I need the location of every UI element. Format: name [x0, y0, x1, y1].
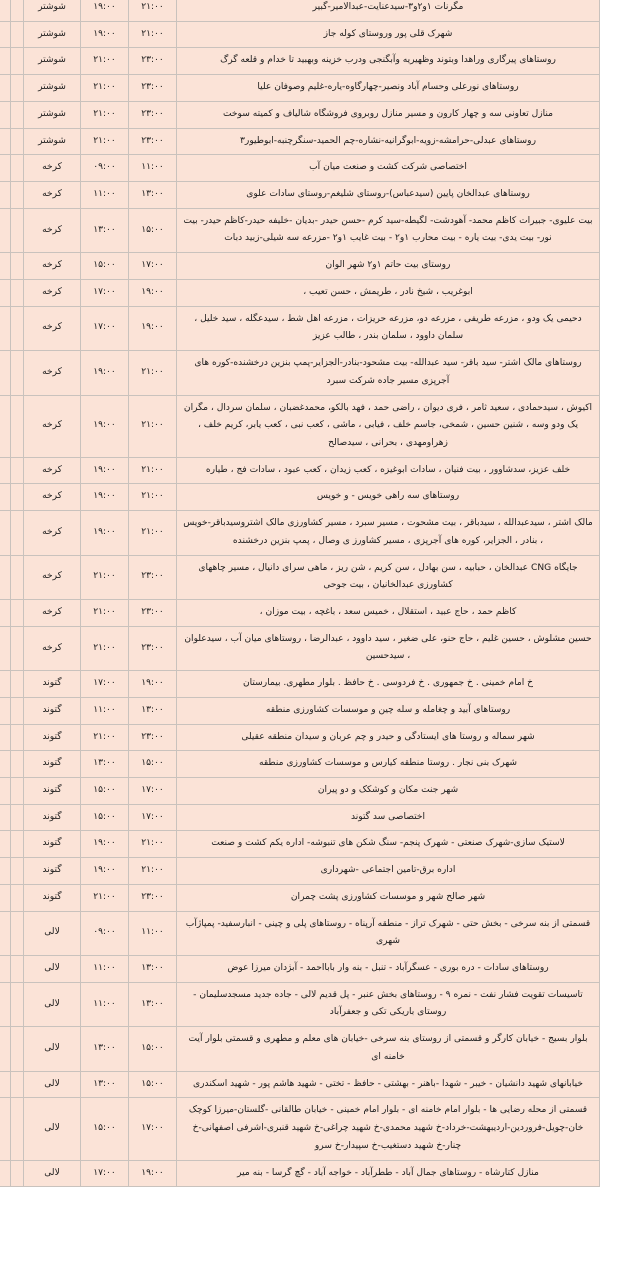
cell-start-time: ۲۱:۰۰: [81, 101, 129, 128]
table-row: [0, 1098, 600, 1160]
cell-outer-margin: [0, 75, 11, 102]
table-row: [0, 279, 600, 306]
cell-end-time: ۱۵:۰۰: [129, 208, 177, 252]
table-row: [0, 626, 600, 670]
cell-spacer: [11, 858, 24, 885]
cell-city: کرخه: [24, 182, 81, 209]
table-row: [0, 484, 600, 511]
cell-spacer: [11, 484, 24, 511]
cell-city: شوشتر: [24, 75, 81, 102]
cell-city: گتوند: [24, 671, 81, 698]
cell-end-time: ۲۳:۰۰: [129, 599, 177, 626]
cell-start-time: ۲۱:۰۰: [81, 48, 129, 75]
cell-end-time: ۱۹:۰۰: [129, 306, 177, 350]
cell-start-time: ۲۱:۰۰: [81, 626, 129, 670]
cell-end-time: ۱۵:۰۰: [129, 1071, 177, 1098]
cell-start-time: ۱۱:۰۰: [81, 956, 129, 983]
cell-end-time: ۱۵:۰۰: [129, 751, 177, 778]
cell-spacer: [11, 75, 24, 102]
table-row: [0, 858, 600, 885]
cell-end-time: ۲۱:۰۰: [129, 858, 177, 885]
cell-description: بیت علیوی- جبیرات کاظم محمد- آهودشت- لگیطه-سید کرم -حسن حیدر -بدیان -خلیفه حیدر-کاظم حیدر- بیت نور- بیت یدی- بیت یاره - بیت محارب ۱و۲ - بیت غایب ۱و۲ -مزرعه سه شیلی-زبید دبات: [177, 208, 600, 252]
cell-outer-margin: [0, 101, 11, 128]
cell-outer-margin: [0, 751, 11, 778]
cell-end-time: ۲۱:۰۰: [129, 831, 177, 858]
cell-city: شوشتر: [24, 0, 81, 21]
cell-outer-margin: [0, 1071, 11, 1098]
table-row: [0, 1071, 600, 1098]
table-row: [0, 208, 600, 252]
cell-start-time: ۱۵:۰۰: [81, 1098, 129, 1160]
cell-outer-margin: [0, 778, 11, 805]
cell-end-time: ۱۳:۰۰: [129, 697, 177, 724]
table-row: [0, 128, 600, 155]
cell-spacer: [11, 982, 24, 1026]
cell-city: کرخه: [24, 351, 81, 395]
cell-spacer: [11, 208, 24, 252]
cell-start-time: ۱۷:۰۰: [81, 306, 129, 350]
cell-city: لالی: [24, 1071, 81, 1098]
cell-city: گتوند: [24, 751, 81, 778]
cell-start-time: ۱۳:۰۰: [81, 208, 129, 252]
cell-outer-margin: [0, 0, 11, 21]
cell-spacer: [11, 253, 24, 280]
cell-spacer: [11, 101, 24, 128]
cell-city: کرخه: [24, 208, 81, 252]
cell-description: لاستیک سازی-شهرک صنعتی - شهرک پنجم- سنگ شکن های تنبوشه- اداره یکم کشت و صنعت: [177, 831, 600, 858]
cell-description: روستاهای سادات - دره بوری - عسگرآباد - تنبل - بنه وار بابااحمد - آبژدان میرزا عوض: [177, 956, 600, 983]
cell-outer-margin: [0, 599, 11, 626]
cell-start-time: ۱۹:۰۰: [81, 0, 129, 21]
cell-city: کرخه: [24, 599, 81, 626]
cell-spacer: [11, 0, 24, 21]
cell-outer-margin: [0, 511, 11, 555]
table-row: [0, 555, 600, 599]
cell-city: کرخه: [24, 484, 81, 511]
cell-city: شوشتر: [24, 48, 81, 75]
cell-end-time: ۱۷:۰۰: [129, 253, 177, 280]
cell-city: لالی: [24, 1160, 81, 1187]
cell-end-time: ۲۱:۰۰: [129, 511, 177, 555]
cell-outer-margin: [0, 182, 11, 209]
cell-description: روستاهای مالک اشتر- سید باقر- سید عبدالله- بیت مشحود-بنادر-الجزایر-پمپ بنزین درخشنده-کوره های آجرپزی مسیر جاده شرکت سبرد: [177, 351, 600, 395]
cell-outer-margin: [0, 457, 11, 484]
cell-start-time: ۱۱:۰۰: [81, 697, 129, 724]
cell-start-time: ۱۹:۰۰: [81, 511, 129, 555]
cell-spacer: [11, 182, 24, 209]
cell-spacer: [11, 599, 24, 626]
cell-spacer: [11, 1098, 24, 1160]
cell-spacer: [11, 351, 24, 395]
table-row: [0, 724, 600, 751]
cell-city: کرخه: [24, 155, 81, 182]
table-row: [0, 671, 600, 698]
cell-outer-margin: [0, 671, 11, 698]
cell-spacer: [11, 778, 24, 805]
cell-end-time: ۲۱:۰۰: [129, 21, 177, 48]
cell-end-time: ۱۳:۰۰: [129, 982, 177, 1026]
cell-city: گتوند: [24, 724, 81, 751]
cell-start-time: ۲۱:۰۰: [81, 555, 129, 599]
cell-start-time: ۱۵:۰۰: [81, 804, 129, 831]
table-row: [0, 21, 600, 48]
cell-city: شوشتر: [24, 21, 81, 48]
table-row: [0, 599, 600, 626]
cell-description: خیابانهای شهید دانشیان - خیبر - شهدا -باهنر - بهشتی - حافظ - تختی - شهید هاشم پور - شهید اسکندری: [177, 1071, 600, 1098]
cell-start-time: ۱۵:۰۰: [81, 253, 129, 280]
cell-end-time: ۱۳:۰۰: [129, 956, 177, 983]
table-row: [0, 911, 600, 955]
cell-city: لالی: [24, 956, 81, 983]
cell-end-time: ۲۱:۰۰: [129, 395, 177, 457]
cell-city: شوشتر: [24, 128, 81, 155]
cell-outer-margin: [0, 279, 11, 306]
cell-start-time: ۱۱:۰۰: [81, 982, 129, 1026]
cell-outer-margin: [0, 858, 11, 885]
cell-end-time: ۲۳:۰۰: [129, 555, 177, 599]
cell-city: گتوند: [24, 858, 81, 885]
cell-spacer: [11, 395, 24, 457]
cell-description: اختصاصی شرکت کشت و صنعت میان آب: [177, 155, 600, 182]
table-row: [0, 697, 600, 724]
cell-end-time: ۲۱:۰۰: [129, 351, 177, 395]
cell-description: منازل تعاونی سه و چهار کارون و مسیر منازل روبروی فروشگاه شالیاف و کمیته سوخت: [177, 101, 600, 128]
cell-outer-margin: [0, 1160, 11, 1187]
cell-outer-margin: [0, 306, 11, 350]
cell-outer-margin: [0, 21, 11, 48]
cell-start-time: ۰۹:۰۰: [81, 911, 129, 955]
cell-end-time: ۱۹:۰۰: [129, 1160, 177, 1187]
cell-outer-margin: [0, 48, 11, 75]
cell-spacer: [11, 128, 24, 155]
cell-city: لالی: [24, 982, 81, 1026]
cell-start-time: ۱۹:۰۰: [81, 858, 129, 885]
table-row: [0, 0, 600, 21]
cell-start-time: ۱۷:۰۰: [81, 1160, 129, 1187]
cell-description: خلف عزیز، سدشاوور ، بیت فنیان ، سادات ابوغیزه ، کعب زیدان ، کعب عبود ، سادات فج ، طیاره: [177, 457, 600, 484]
cell-description: ابوغریب ، شیخ نادر ، طریمش ، حسن تعیب ،: [177, 279, 600, 306]
cell-spacer: [11, 48, 24, 75]
cell-city: لالی: [24, 1027, 81, 1071]
cell-city: گتوند: [24, 884, 81, 911]
cell-description: اداره برق-تامین اجتماعی -شهرداری: [177, 858, 600, 885]
table-row: [0, 457, 600, 484]
cell-spacer: [11, 306, 24, 350]
cell-spacer: [11, 831, 24, 858]
cell-spacer: [11, 956, 24, 983]
table-row: [0, 778, 600, 805]
cell-outer-margin: [0, 484, 11, 511]
cell-end-time: ۱۵:۰۰: [129, 1027, 177, 1071]
cell-end-time: ۱۳:۰۰: [129, 182, 177, 209]
cell-description: تاسیسات تقویت فشار نفت - نمره ۹ - روستاهای بخش عنبر - پل قدیم لالی - جاده جدید مسجدسلیمان - روستای باریکی تکی و جعفرآباد: [177, 982, 600, 1026]
cell-outer-margin: [0, 956, 11, 983]
cell-start-time: ۱۷:۰۰: [81, 671, 129, 698]
cell-start-time: ۱۹:۰۰: [81, 21, 129, 48]
cell-outer-margin: [0, 724, 11, 751]
table-row: [0, 48, 600, 75]
cell-description: اکیوش ، سیدحمادی ، سعید ثامر ، فری دیوان ، راضی حمد ، فهد بالکو، محمدغضبان ، سلمان سردال ، مگران یک ودو وسه ، شنین حسین ، شمخی، جاسم خلف ، فیابی ، ماشی ، کعب نبی ، کعب یابر، کریم خلف ، زهراومهدی ، بحرانی ، سیدصالح: [177, 395, 600, 457]
cell-start-time: ۲۱:۰۰: [81, 884, 129, 911]
cell-outer-margin: [0, 697, 11, 724]
cell-description: شهر جنت مکان و کوشکک و دو پیران: [177, 778, 600, 805]
cell-start-time: ۱۹:۰۰: [81, 395, 129, 457]
cell-end-time: ۱۷:۰۰: [129, 1098, 177, 1160]
cell-spacer: [11, 511, 24, 555]
cell-end-time: ۲۱:۰۰: [129, 484, 177, 511]
cell-description: قسمتی از بنه سرخی - بخش حتی - شهرک تراز - منطقه آرپناه - روستاهای پلی و چینی - انبارسفید- پمپاژآب شهری: [177, 911, 600, 955]
cell-description: خ امام خمینی . خ جمهوری . خ فردوسی . خ حافظ . بلوار مطهری. بیمارستان: [177, 671, 600, 698]
table-row: [0, 831, 600, 858]
cell-spacer: [11, 155, 24, 182]
cell-description: جایگاه CNG عبدالخان ، حبابیه ، سن بهادل ، سن کریم ، شن ریز ، ماهی سرای دانیال ، مسیر چاههای کشاورزی عبدالخانیان ، بیت جوحی: [177, 555, 600, 599]
table-row: [0, 306, 600, 350]
cell-spacer: [11, 671, 24, 698]
cell-spacer: [11, 457, 24, 484]
cell-start-time: ۱۳:۰۰: [81, 1071, 129, 1098]
cell-description: شهرک قلی پور وروستای کوله جاز: [177, 21, 600, 48]
cell-end-time: ۲۳:۰۰: [129, 626, 177, 670]
table-row: [0, 75, 600, 102]
table-row: [0, 804, 600, 831]
cell-spacer: [11, 724, 24, 751]
cell-outer-margin: [0, 555, 11, 599]
cell-spacer: [11, 911, 24, 955]
cell-outer-margin: [0, 155, 11, 182]
cell-outer-margin: [0, 395, 11, 457]
table-row: [0, 956, 600, 983]
table-row: [0, 1160, 600, 1187]
cell-city: کرخه: [24, 457, 81, 484]
cell-spacer: [11, 626, 24, 670]
cell-end-time: ۲۳:۰۰: [129, 884, 177, 911]
cell-start-time: ۱۳:۰۰: [81, 751, 129, 778]
cell-spacer: [11, 751, 24, 778]
cell-city: کرخه: [24, 555, 81, 599]
cell-city: گتوند: [24, 804, 81, 831]
cell-description: قسمتی از محله رضایی ها - بلوار امام خامنه ای - بلوار امام خمینی - خیابان طالقانی -گلستان-میرزا کوچک خان-چویل-فروردین-اردیبهشت-خرداد-خ شهید محمدی-خ شهید چراغی-خ شهید قنبری-اشرفی اصفهانی-خ چنار-خ شهید دستغیب-خ سپیدار-خ سرو: [177, 1098, 600, 1160]
cell-start-time: ۲۱:۰۰: [81, 75, 129, 102]
cell-description: شهر صالح شهر و موسسات کشاورزی پشت چمران: [177, 884, 600, 911]
cell-start-time: ۱۹:۰۰: [81, 351, 129, 395]
cell-city: لالی: [24, 911, 81, 955]
cell-end-time: ۲۱:۰۰: [129, 457, 177, 484]
cell-start-time: ۲۱:۰۰: [81, 599, 129, 626]
table-row: [0, 351, 600, 395]
cell-outer-margin: [0, 1098, 11, 1160]
cell-description: روستاهای عبدالخان پایین (سیدعباس)-روستای شلیغم-روستای سادات علوی: [177, 182, 600, 209]
cell-spacer: [11, 884, 24, 911]
cell-city: کرخه: [24, 279, 81, 306]
cell-end-time: ۱۱:۰۰: [129, 911, 177, 955]
cell-city: کرخه: [24, 395, 81, 457]
table-row: [0, 253, 600, 280]
cell-outer-margin: [0, 804, 11, 831]
cell-city: گتوند: [24, 778, 81, 805]
cell-start-time: ۱۹:۰۰: [81, 484, 129, 511]
cell-outer-margin: [0, 831, 11, 858]
cell-outer-margin: [0, 253, 11, 280]
cell-start-time: ۱۹:۰۰: [81, 457, 129, 484]
cell-spacer: [11, 1027, 24, 1071]
cell-spacer: [11, 1160, 24, 1187]
cell-description: مگرنات ۱و۲و۳-سیدعنایت-عبدالامیر-گبیر: [177, 0, 600, 21]
cell-spacer: [11, 1071, 24, 1098]
cell-spacer: [11, 804, 24, 831]
table-row: [0, 751, 600, 778]
cell-description: شهرک بنی نجار . روستا منطقه کیارس و موسسات کشاورزی منطقه: [177, 751, 600, 778]
cell-description: منازل کتارشاه - روستاهای جمال آباد - ططرآباد - خواجه آباد - گچ گرسا - بنه میر: [177, 1160, 600, 1187]
cell-end-time: ۱۹:۰۰: [129, 671, 177, 698]
cell-outer-margin: [0, 128, 11, 155]
cell-description: روستاهای آبید و چغامله و سله چین و موسسات کشاورزی منطقه: [177, 697, 600, 724]
cell-start-time: ۲۱:۰۰: [81, 724, 129, 751]
cell-city: کرخه: [24, 511, 81, 555]
cell-end-time: ۲۳:۰۰: [129, 128, 177, 155]
cell-start-time: ۱۹:۰۰: [81, 831, 129, 858]
cell-end-time: ۱۷:۰۰: [129, 778, 177, 805]
cell-spacer: [11, 697, 24, 724]
table-row: [0, 182, 600, 209]
cell-city: کرخه: [24, 626, 81, 670]
table-row: [0, 101, 600, 128]
cell-outer-margin: [0, 911, 11, 955]
cell-description: کاظم حمد ، حاج عبید ، استقلال ، خمیس سعد ، باغچه ، بیت موزان ،: [177, 599, 600, 626]
cell-spacer: [11, 555, 24, 599]
cell-end-time: ۲۳:۰۰: [129, 724, 177, 751]
cell-description: روستاهای عبدلی-حرامشه-زویه-ابوگرانیه-نشاره-چم الحمید-سنگرچنبه-ابوطیور۳: [177, 128, 600, 155]
cell-spacer: [11, 21, 24, 48]
cell-spacer: [11, 279, 24, 306]
cell-description: شهر سماله و روستا های ایستادگی و حیدر و چم عربان و سیدان منطقه عقیلی: [177, 724, 600, 751]
cell-description: بلوار بسیج - خیابان کارگر و قسمتی از روستای بنه سرخی -خیابان های معلم و مطهری و قسمتی بلوار آیت خامنه ای: [177, 1027, 600, 1071]
table-row: [0, 982, 600, 1026]
cell-end-time: ۲۳:۰۰: [129, 48, 177, 75]
cell-city: گتوند: [24, 831, 81, 858]
cell-description: حسین مشلوش ، حسین غلیم ، حاج حنو، علی ضغیر ، سید داوود ، عبدالرضا ، روستاهای میان آب ، سیدعلوان ، سیدحسین: [177, 626, 600, 670]
table-row: [0, 884, 600, 911]
cell-description: مالک اشتر ، سیدعبدالله ، سیدباقر ، بیت مشحوت ، مسیر سبرد ، مسیر کشاورزی مالک اشتروسیدباقر-خویس ، بنادر ، الجزایر، کوره های آجرپزی ، مسیر کشاورز ی وصال ، پمپ بنزین درخشنده: [177, 511, 600, 555]
cell-description: روستاهای پیرگاری وراهدا وبتوند وظهیریه وآبگنجی ودرب خزینه وبهبید تا خدام و قلعه گرگ: [177, 48, 600, 75]
cell-end-time: ۲۱:۰۰: [129, 0, 177, 21]
table-row: [0, 395, 600, 457]
cell-end-time: ۱۹:۰۰: [129, 279, 177, 306]
cell-city: گتوند: [24, 697, 81, 724]
cell-description: اختصاصی سد گتوند: [177, 804, 600, 831]
cell-outer-margin: [0, 1027, 11, 1071]
cell-city: شوشتر: [24, 101, 81, 128]
cell-start-time: ۱۳:۰۰: [81, 1027, 129, 1071]
cell-start-time: ۱۵:۰۰: [81, 778, 129, 805]
cell-end-time: ۲۳:۰۰: [129, 75, 177, 102]
cell-outer-margin: [0, 351, 11, 395]
cell-outer-margin: [0, 626, 11, 670]
cell-city: کرخه: [24, 306, 81, 350]
cell-outer-margin: [0, 208, 11, 252]
cell-description: روستاهای سه راهی خویس - و خویس: [177, 484, 600, 511]
cell-outer-margin: [0, 982, 11, 1026]
cell-end-time: ۱۱:۰۰: [129, 155, 177, 182]
cell-end-time: ۱۷:۰۰: [129, 804, 177, 831]
cell-end-time: ۲۳:۰۰: [129, 101, 177, 128]
table-row: [0, 1027, 600, 1071]
cell-description: روستای بیت حاتم ۱و۲ شهر الوان: [177, 253, 600, 280]
cell-start-time: ۲۱:۰۰: [81, 128, 129, 155]
cell-city: لالی: [24, 1098, 81, 1160]
cell-start-time: ۱۱:۰۰: [81, 182, 129, 209]
cell-start-time: ۰۹:۰۰: [81, 155, 129, 182]
cell-description: دحیمی یک ودو ، مزرعه طریفی ، مزرعه دو، مزرعه حریزات ، مزرعه اهل شط ، سیدعگله ، سید خلیل ، سلمان داوود ، سلمان بندر ، طالب عزیز: [177, 306, 600, 350]
table-row: [0, 155, 600, 182]
cell-city: کرخه: [24, 253, 81, 280]
cell-outer-margin: [0, 884, 11, 911]
table-row: [0, 511, 600, 555]
cell-start-time: ۱۷:۰۰: [81, 279, 129, 306]
cell-description: روستاهای نورعلی وحسام آباد ونصیر-چهارگاوه-یاره-غلیم وصوفان علیا: [177, 75, 600, 102]
